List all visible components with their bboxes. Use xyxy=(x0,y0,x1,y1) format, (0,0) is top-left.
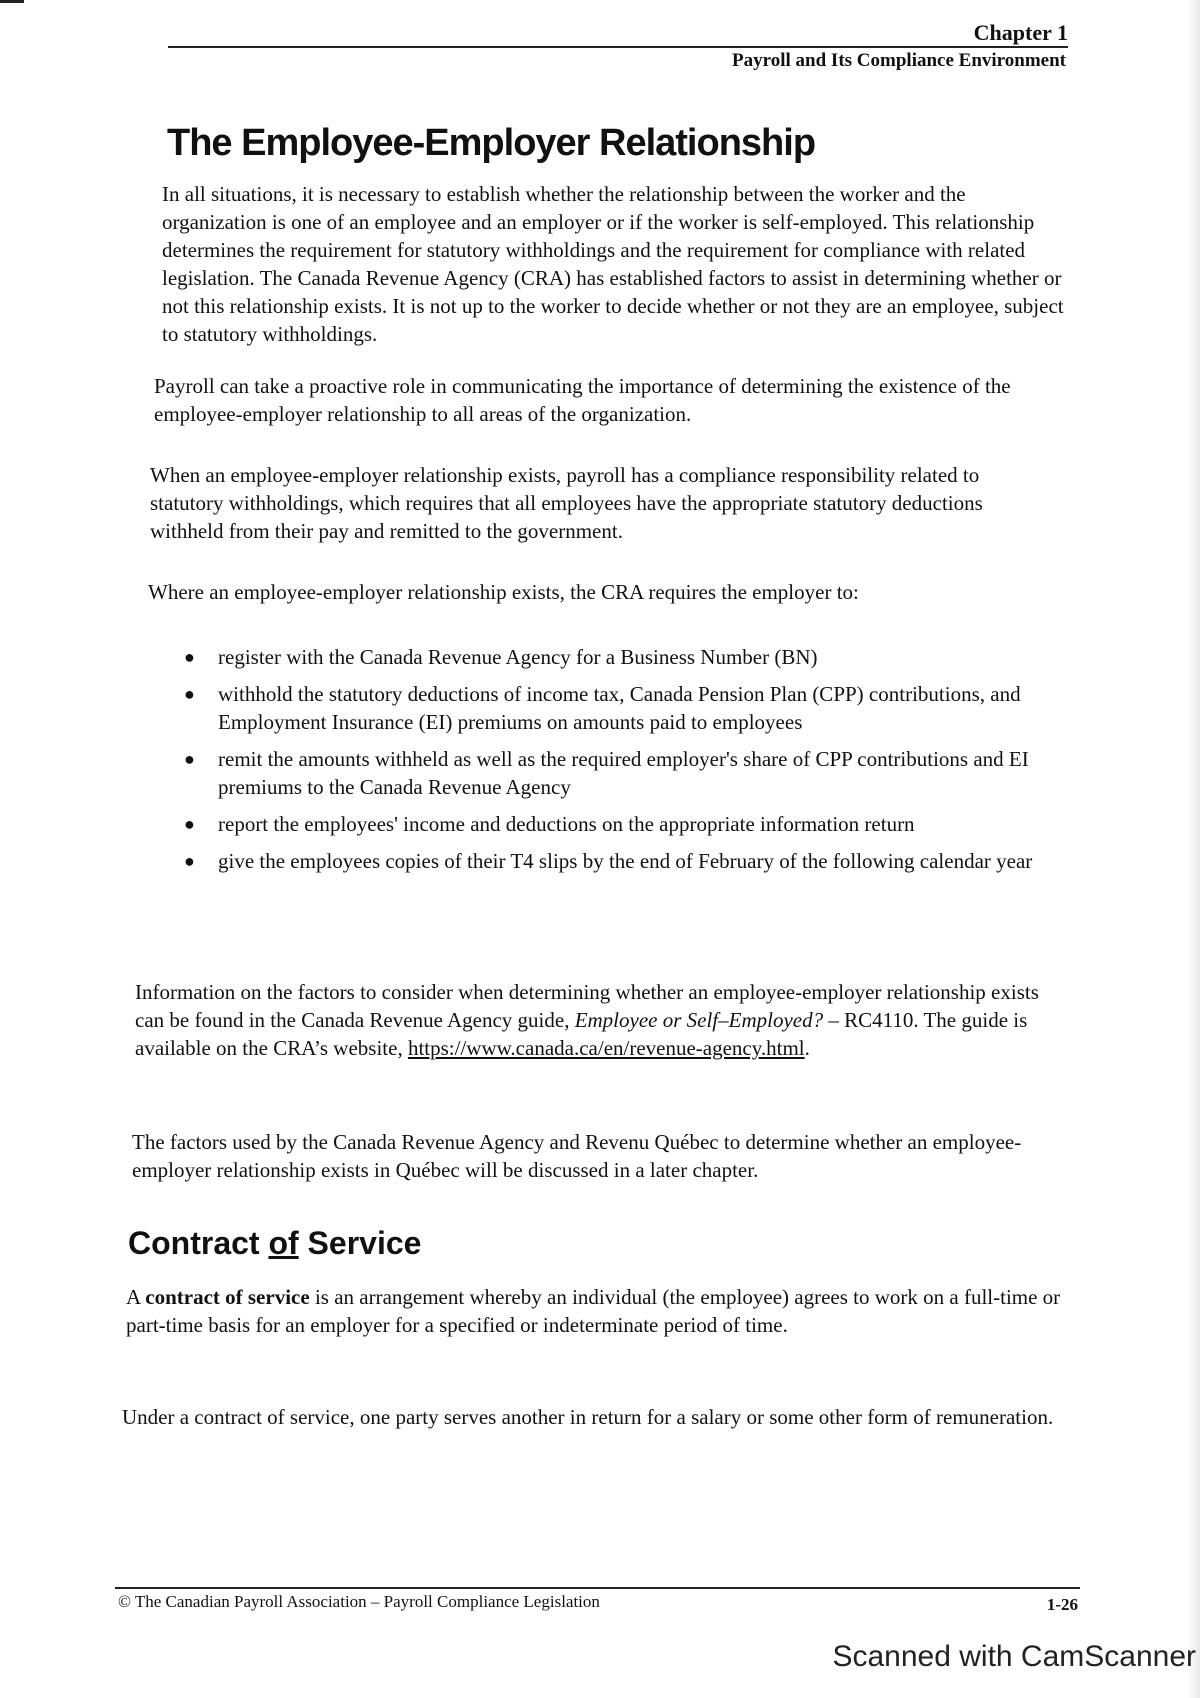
bullet-icon: ● xyxy=(184,684,195,704)
bullet-icon: ● xyxy=(184,851,195,871)
scanner-watermark: Scanned with CamScanner xyxy=(832,1640,1196,1673)
paragraph-quebec: The factors used by the Canada Revenue Agency and Revenu Québec to determine whether an employee-employer relationship exists in Québec will be discussed in a later chapter. xyxy=(132,1130,1022,1182)
cra-website-link[interactable]: https://www.canada.ca/en/revenue-agency.html xyxy=(407,1036,805,1060)
paragraph-contract-definition: A contract of service is an arrangement whereby an individual (the employee) agrees to work on a full-time or part-time basis for an employer for a specified or indeterminate period of time. xyxy=(126,1285,1061,1337)
paragraph-compliance: When an employee-employer relationship exists, payroll has a compliance responsibility related to statutory withholdings, which requires that all employees have the appropriate statutory deductions withheld from their pay and remitted to the government. xyxy=(150,463,983,543)
section-title-relationship: The Employee-Employer Relationship xyxy=(167,122,816,164)
footer-copyright: © The Canadian Payroll Association – Payroll Compliance Legislation xyxy=(118,1592,600,1611)
footer-rule xyxy=(115,1587,1080,1589)
list-item: ● remit the amounts withheld as well as the required employer's share of CPP contributions and EI premiums to the Canada Revenue Agency xyxy=(184,747,1029,799)
bullet-icon: ● xyxy=(184,647,195,667)
list-item: ● withhold the statutory deductions of income tax, Canada Pension Plan (CPP) contributions, and Employment Insurance (EI) premiums on amounts paid to employees xyxy=(184,682,1021,734)
header-rule xyxy=(168,46,1068,48)
chapter-subtitle: Payroll and Its Compliance Environment xyxy=(732,50,1066,71)
bullet-icon: ● xyxy=(184,749,195,769)
paragraph-intro: In all situations, it is necessary to establish whether the relationship between the worker and the organization is one of an employee and an employer or if the worker is self-employed. This relationship determines the requirement for statutory withholdings and the requirement for compliance with related legislation. The Canada Revenue Agency (CRA) has established factors to assist in determining whether or not this relationship exists. It is not up to the worker to decide whether or not they are an employee, subject to statutory withholdings. xyxy=(162,182,1064,346)
paragraph-requirements-intro: Where an employee-employer relationship exists, the CRA requires the employer to: xyxy=(148,580,859,604)
page-number: 1-26 xyxy=(1046,1595,1078,1614)
scan-edge-mark xyxy=(0,0,24,3)
scan-shadow xyxy=(1186,0,1200,1698)
chapter-label: Chapter 1 xyxy=(973,20,1068,45)
paragraph-proactive: Payroll can take a proactive role in communicating the importance of determining the existence of the employee-employer relationship to all areas of the organization. xyxy=(154,374,1011,426)
paragraph-guide-info: Information on the factors to consider when determining whether an employee-employer relationship exists can be found in the Canada Revenue Agency guide, Employee or Self–Employed? – RC4110. The guide is available on the CRA’s website, https://www.canada.ca/en/revenue-agency.html. xyxy=(135,980,1039,1060)
guide-title: Employee or Self–Employed? xyxy=(574,1008,824,1032)
list-item: ● register with the Canada Revenue Agency for a Business Number (BN) xyxy=(184,645,818,669)
list-item: ● report the employees' income and deductions on the appropriate information return xyxy=(184,812,915,836)
requirements-list xyxy=(160,643,1060,884)
bullet-icon: ● xyxy=(184,814,195,834)
paragraph-remuneration: Under a contract of service, one party serves another in return for a salary or some other form of remuneration. xyxy=(122,1405,1054,1429)
section-title-contract-of-service: Contract of Service xyxy=(128,1225,422,1261)
list-item: ● give the employees copies of their T4 slips by the end of February of the following calendar year xyxy=(184,849,1033,873)
term-contract-of-service: contract of service xyxy=(145,1285,310,1309)
